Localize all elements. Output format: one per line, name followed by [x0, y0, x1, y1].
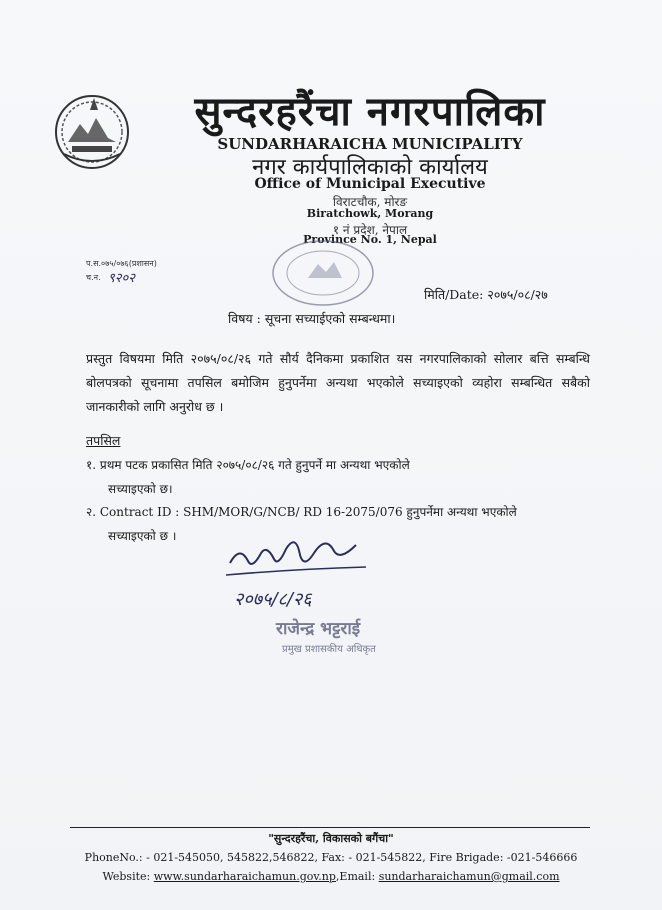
municipality-name-nepali: सुन्दरहरैंचा नगरपालिका [194, 88, 546, 135]
address-nepali: विराटचौक, मोरङ [332, 195, 408, 209]
detail-item-line: १. प्रथम पटक प्रकासित मिति २०७५/०८/२६ गते हुनुपर्ने मा अन्यथा भएकोले [86, 458, 410, 472]
office-stamp-icon [268, 238, 378, 308]
footer-contact: PhoneNo.: - 021-545050, 545822,546822, Fax: - 021-545822, Fire Brigade: -021-546666 [84, 851, 578, 864]
details-title: तपसिल [86, 433, 121, 448]
dispatch-label: च.न. [86, 273, 101, 282]
office-name-nepali: नगर कार्यपालिकाको कार्यालय [252, 155, 488, 180]
nepal-emblem-icon [50, 88, 134, 172]
signature-date: २०७५/८/२६ [234, 589, 312, 610]
detail-item-line: २. Contract ID : SHM/MOR/G/NCB/ RD 16-2075/076 हुनुपर्नेमा अन्यथा भएकोले [86, 505, 517, 519]
province-english: Province No. 1, Nepal [303, 233, 437, 246]
footer-web-email [0, 870, 662, 883]
footer-divider [70, 827, 590, 828]
address-english: Biratchowk, Morang [306, 207, 434, 220]
letter-body: प्रस्तुत विषयमा मिति २०७५/०८/२६ गते सौर्य दैनिकमा प्रकाशित यस नगरपालिकाको सोलार बत्ति सम्बन्धि बोलपत्रको सूचनामा तपसिल बमोजिम हुनुपर्नेमा अन्यथा भएकोले सच्याइएको व्यहोरा सम्बन्धित सबैको जानकारीको लागि अनुरोध छ । [86, 351, 590, 414]
email-link[interactable]: sundarharaichamun@gmail.com [378, 870, 560, 883]
website-label: Website: [102, 870, 154, 883]
province-nepali: १ नं प्रदेश, नेपाल [332, 223, 408, 237]
footer-slogan: "सुन्दरहरैंचा, विकासको बगैंचा" [268, 832, 394, 845]
office-name-english: Office of Municipal Executive [254, 176, 486, 192]
signatory-title: प्रमुख प्रशासकीय अधिकृत [282, 644, 376, 655]
email-label: ,Email: [335, 870, 379, 883]
detail-item-continuation: सच्याइएको छ । [108, 529, 177, 543]
detail-item [86, 453, 410, 501]
letter-subject: विषय : सूचना सच्याईएको सम्बन्धमा। [228, 311, 396, 326]
website-link[interactable]: www.sundarharaichamun.gov.np [153, 870, 336, 883]
municipality-name-english: SUNDARHARAICHA MUNICIPALITY [217, 135, 523, 153]
detail-item-continuation: सच्याइएको छ। [108, 482, 173, 496]
signatory-stamp [270, 614, 400, 660]
letter-date: मिति/Date: २०७५/०८/२७ [424, 287, 548, 302]
signature-icon [216, 525, 386, 615]
reference-number: प.स.०७५/०७६(प्रशासन) [86, 259, 157, 268]
signatory-name: राजेन्द्र भट्टराई [276, 619, 361, 639]
dispatch-number: ९२०२ [108, 271, 136, 286]
